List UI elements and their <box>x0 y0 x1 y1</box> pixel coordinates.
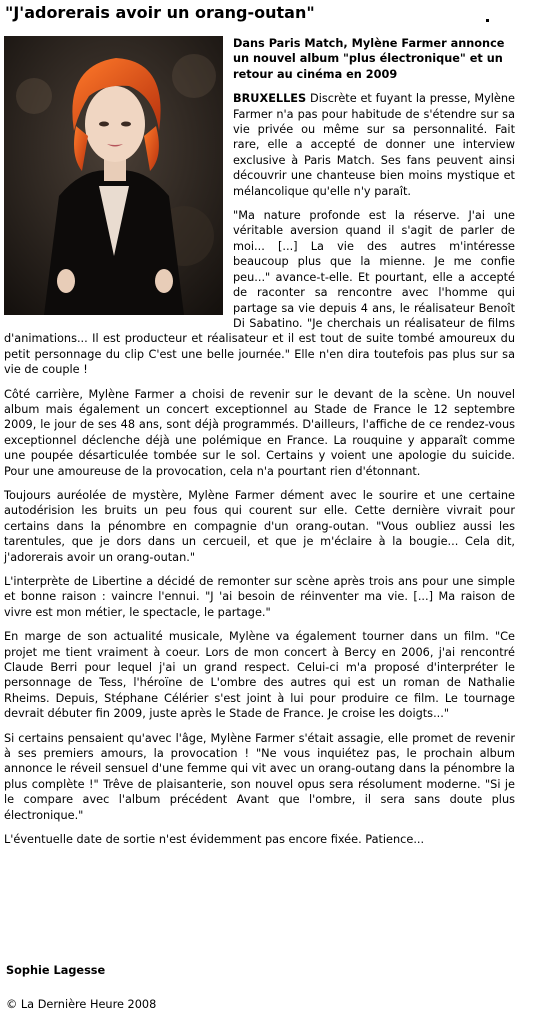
paragraph-1-text: Discrète et fuyant la presse, Mylène Farmer n'a pas pour habitude de s'étendre sur sa vie privée ou même sur sa personnalité. Fait rare, elle a accepté de donner une interview exclusive à Paris Match. Ses fans peuvent ainsi découvrir une chanteuse bien moins mystique et mélancolique qu'elle n'y paraît. <box>233 92 515 198</box>
headline: "J'adorerais avoir un orang-outan" <box>5 3 315 22</box>
article-body <box>4 36 515 857</box>
paragraph-5: L'interprète de Libertine a décidé de remonter sur scène après trois ans pour une simple et bonne raison : vaincre l'ennui. "J 'ai besoin de réinventer ma vie. [...] Ma raison de vivre est mon métier, le spectacle, le partage." <box>4 575 515 619</box>
author-byline: Sophie Lagesse <box>6 964 106 977</box>
paragraph-8: L'éventuelle date de sortie n'est évidemment pas encore fixée. Patience... <box>4 833 425 847</box>
article-lead: Dans Paris Match, Mylène Farmer annonce un nouvel album "plus électronique" et un retour au cinéma en 2009 <box>233 37 505 81</box>
article-photo <box>4 36 223 315</box>
decorative-dot <box>486 19 489 22</box>
paragraph-3: Côté carrière, Mylène Farmer a choisi de revenir sur le devant de la scène. Un nouvel album mais également un concert exceptionnel au Stade de France le 12 septembre 2009, le jour de ses 48 ans, sont déjà programmés. D'ailleurs, l'affiche de ce rendez-vous exceptionnel déclenche déjà une polémique en France. La rouquine y apparaît comme une poupée désarticulée tombée sur le sol. Certains y voient une apologie du suicide. Pour une amoureuse de la provocation, cela n'a pourtant rien d'étonnant. <box>4 387 515 478</box>
copyright-notice: © La Dernière Heure 2008 <box>6 998 157 1011</box>
dateline: BRUXELLES <box>233 92 307 106</box>
paragraph-4: Toujours auréolée de mystère, Mylène Farmer dément avec le sourire et une certaine autodérision les bruits un peu fous qui courent sur elle. Cette dernière vivrait pour certains dans la pénombre en compagnie d'un orang-outan. "Vous oubliez aussi les tarentules, que je dors dans un cercueil, et que je m'éclaire à la bougie... Cela dit, j'adorerais avoir un orang-outan." <box>4 488 515 564</box>
paragraph-7: Si certains pensaient qu'avec l'âge, Mylène Farmer s'était assagie, elle promet de revenir à ses premiers amours, la provocation ! "Ne vous inquiétez pas, le prochain album annonce le réveil sensuel d'une femme qui vit avec un orang-outang dans la pénombre la plus complète !" Trêve de plaisanterie, son nouvel opus sera résolument moderne. "Si je le compare avec l'album précédent Avant que l'ombre, il sera sans doute plus électronique." <box>4 731 515 822</box>
paragraph-6: En marge de son actualité musicale, Mylène va également tourner dans un film. "Ce projet me tient vraiment à coeur. Lors de mon concert à Bercy en 2006, j'ai rencontré Claude Berri pour lequel j'ai un grand respect. Celui-ci m'a proposé d'interpréter le personnage de Tess, l'héroïne de L'ombre des autres qui est un roman de Nathalie Rheims. Depuis, Stéphane Célérier s'est joint à lui pour produire ce film. Le tournage devrait débuter fin 2009, juste après le Stade de France. Je croise les doigts..." <box>4 630 515 721</box>
singer-photo-illustration <box>4 36 223 315</box>
paragraph-2: "Ma nature profonde est la réserve. J'ai une véritable aversion quand il s'agit de parler de moi... [...] La vie des autres m'intéresse beaucoup plus que la mienne. Je me confie peu..." avance-t-elle. Et pourtant, elle a accepté de raconter sa rencontre avec l'homme qui partage sa vie depuis 4 ans, le réalisateur Benoît Di Sabatino. "Je cherchais un réalisateur de films d'animations... Il est producteur et réalisateur et il est tout de suite tombé amoureux du petit personnage du clip C'est une belle journée." Elle n'en dira toutefois pas plus sur sa vie de couple ! <box>4 209 515 377</box>
